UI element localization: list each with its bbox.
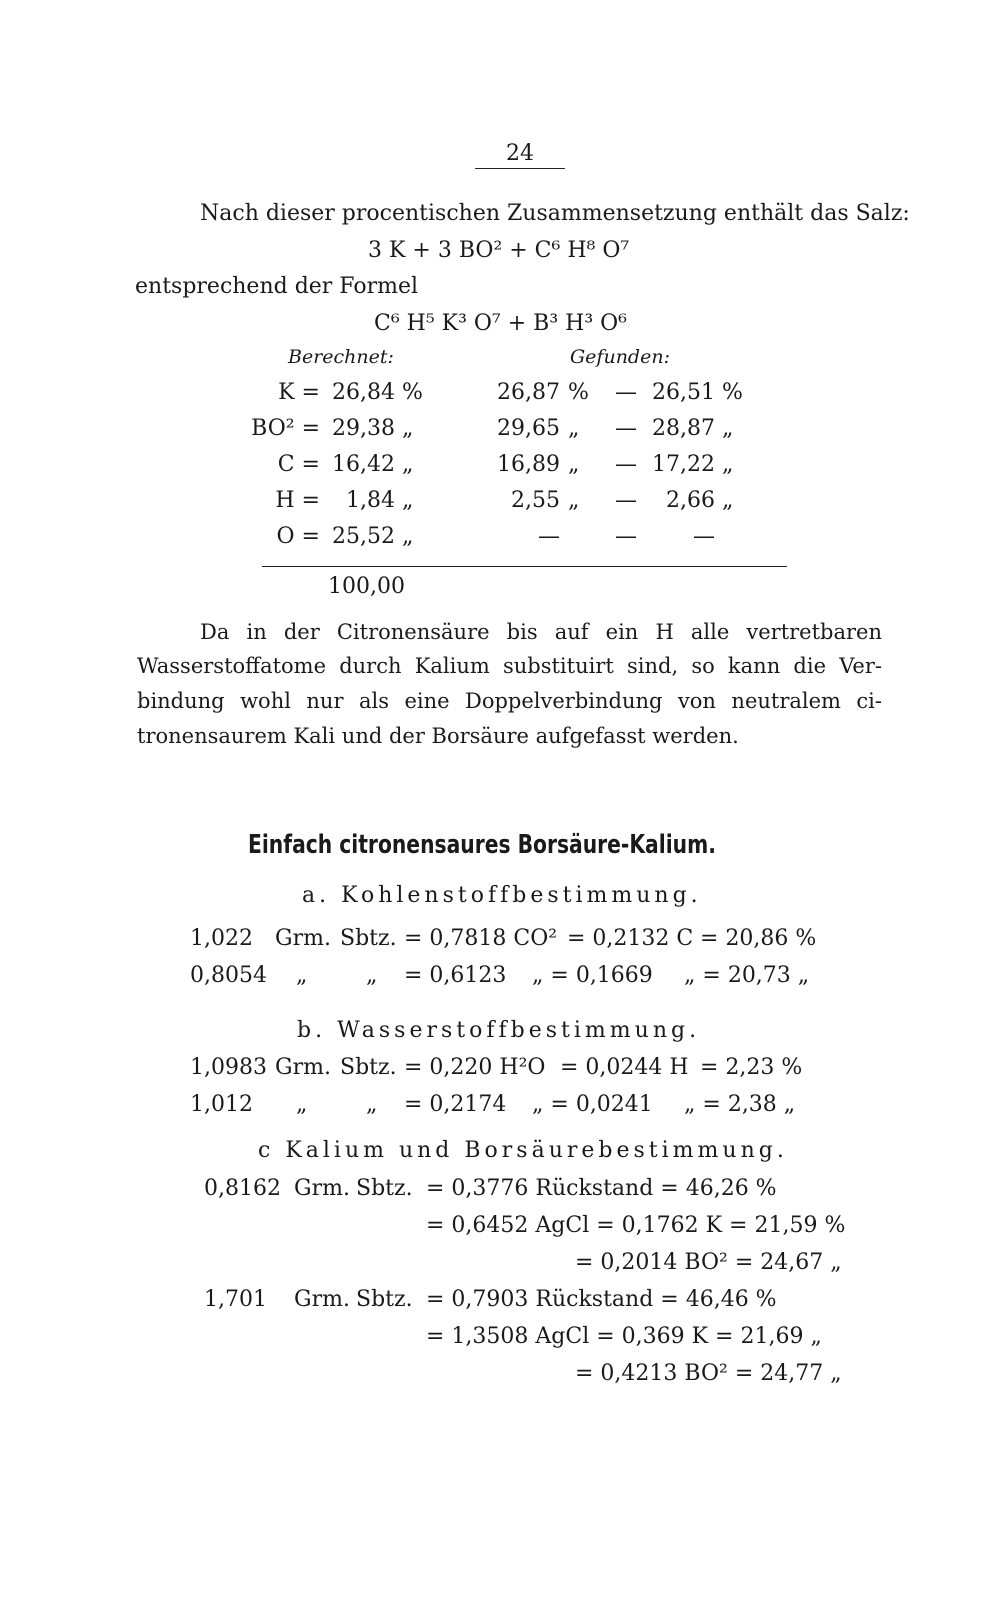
table-found-2-unit: „ bbox=[722, 416, 734, 441]
table-found-1: 16,89 bbox=[497, 452, 560, 477]
section-b-unit: „ bbox=[296, 1092, 308, 1117]
section-b-eq2: = 0,0244 H bbox=[560, 1055, 689, 1080]
total-rule bbox=[262, 566, 787, 567]
section-c-sbtz: Sbtz. bbox=[356, 1176, 413, 1201]
section-c-amount: 0,8162 bbox=[204, 1176, 281, 1201]
section-c-result: = 0,2014 BO² = 24,67 „ bbox=[575, 1250, 842, 1275]
table-found-1: — bbox=[538, 524, 560, 549]
section-heading: Einfach citronensaures Borsäure-Kalium. bbox=[248, 830, 716, 860]
table-calc-unit: „ bbox=[402, 488, 414, 513]
section-c-amount: 1,701 bbox=[204, 1287, 267, 1312]
table-calc-unit: „ bbox=[402, 452, 414, 477]
table-element: K = bbox=[278, 380, 320, 405]
table-found-2: 26,51 bbox=[652, 380, 715, 405]
intro-line-2: entsprechend der Formel bbox=[135, 274, 419, 299]
table-calc-value: 1,84 bbox=[346, 488, 395, 513]
paragraph-line-4: tronensaurem Kali und der Borsäure aufgefasst werden. bbox=[137, 724, 739, 748]
section-a-unit: „ bbox=[296, 963, 308, 988]
section-a-title: a. Kohlenstoffbestimmung. bbox=[302, 883, 702, 908]
section-b-eq3: = 2,23 % bbox=[700, 1055, 803, 1080]
section-b-title: b. Wasserstoffbestimmung. bbox=[297, 1018, 701, 1043]
intro-line-1: Nach dieser procentischen Zusammensetzung enthält das Salz: bbox=[200, 201, 910, 226]
section-a-eq1: = 0,7818 CO² bbox=[404, 926, 558, 951]
section-a-amount: 1,022 bbox=[190, 926, 253, 951]
header-calculated: Berechnet: bbox=[288, 346, 394, 368]
page-number-rule bbox=[475, 168, 565, 169]
paragraph-line-2: Wasserstoffatome durch Kalium substituirt sind, so kann die Ver- bbox=[137, 654, 882, 678]
table-found-1: 26,87 bbox=[497, 380, 560, 405]
table-dash: — bbox=[615, 416, 637, 441]
section-c-result: = 0,3776 Rückstand = 46,26 % bbox=[426, 1176, 777, 1201]
table-dash: — bbox=[615, 380, 637, 405]
section-a-amount: 0,8054 bbox=[190, 963, 267, 988]
formula-salt: 3 K + 3 BO² + C⁶ H⁸ O⁷ bbox=[368, 238, 630, 263]
header-found: Gefunden: bbox=[570, 346, 670, 368]
table-calc-unit: % bbox=[402, 380, 423, 405]
paragraph-line-3: bindung wohl nur als eine Doppelverbindung von neutralem ci- bbox=[137, 689, 882, 713]
table-found-2-unit: % bbox=[722, 380, 743, 405]
section-b-eq1: = 0,220 H²O bbox=[404, 1055, 546, 1080]
table-found-1-unit: „ bbox=[568, 452, 580, 477]
section-a-eq3: = 20,86 % bbox=[700, 926, 817, 951]
section-c-title: c Kalium und Borsäurebestimmung. bbox=[258, 1138, 788, 1163]
formula-structure: C⁶ H⁵ K³ O⁷ + B³ H³ O⁶ bbox=[374, 311, 627, 336]
table-calc-unit: „ bbox=[402, 524, 414, 549]
section-c-unit: Grm. bbox=[294, 1287, 350, 1312]
section-a-eq2: „ = 0,1669 bbox=[532, 963, 653, 988]
table-found-2: 28,87 bbox=[652, 416, 715, 441]
table-found-1-unit: „ bbox=[568, 416, 580, 441]
table-found-1: 2,55 bbox=[511, 488, 560, 513]
table-found-1: 29,65 bbox=[497, 416, 560, 441]
section-c-result: = 1,3508 AgCl = 0,369 K = 21,69 „ bbox=[426, 1324, 822, 1349]
table-total: 100,00 bbox=[328, 574, 405, 599]
section-a-sbtz: Sbtz. bbox=[340, 926, 397, 951]
section-b-eq3: „ = 2,38 „ bbox=[684, 1092, 796, 1117]
section-b-amount: 1,0983 bbox=[190, 1055, 267, 1080]
table-found-2: 2,66 bbox=[666, 488, 715, 513]
table-element: BO² = bbox=[251, 416, 320, 441]
section-c-unit: Grm. bbox=[294, 1176, 350, 1201]
section-c-result: = 0,6452 AgCl = 0,1762 K = 21,59 % bbox=[426, 1213, 846, 1238]
section-c-sbtz: Sbtz. bbox=[356, 1287, 413, 1312]
section-c-result: = 0,4213 BO² = 24,77 „ bbox=[575, 1361, 842, 1386]
table-element: H = bbox=[275, 488, 320, 513]
section-b-unit: Grm. bbox=[275, 1055, 331, 1080]
table-found-2-unit: „ bbox=[722, 488, 734, 513]
section-a-eq2: = 0,2132 C bbox=[567, 926, 694, 951]
table-calc-value: 26,84 bbox=[332, 380, 395, 405]
section-b-sbtz: „ bbox=[366, 1092, 378, 1117]
section-a-unit: Grm. bbox=[275, 926, 331, 951]
section-c-result: = 0,7903 Rückstand = 46,46 % bbox=[426, 1287, 777, 1312]
table-found-1-unit: % bbox=[568, 380, 589, 405]
paragraph-line-1: Da in der Citronensäure bis auf ein H alle vertretbaren bbox=[200, 620, 882, 644]
table-dash: — bbox=[615, 452, 637, 477]
table-found-2: — bbox=[693, 524, 715, 549]
table-dash: — bbox=[615, 488, 637, 513]
table-calc-value: 16,42 bbox=[332, 452, 395, 477]
section-b-sbtz: Sbtz. bbox=[340, 1055, 397, 1080]
section-b-eq1: = 0,2174 bbox=[404, 1092, 507, 1117]
section-a-eq3: „ = 20,73 „ bbox=[684, 963, 810, 988]
table-found-2-unit: „ bbox=[722, 452, 734, 477]
table-calc-value: 25,52 bbox=[332, 524, 395, 549]
table-dash: — bbox=[615, 524, 637, 549]
table-calc-unit: „ bbox=[402, 416, 414, 441]
section-a-sbtz: „ bbox=[366, 963, 378, 988]
table-found-1-unit: „ bbox=[568, 488, 580, 513]
table-calc-value: 29,38 bbox=[332, 416, 395, 441]
table-found-2: 17,22 bbox=[652, 452, 715, 477]
section-b-eq2: „ = 0,0241 bbox=[532, 1092, 653, 1117]
table-element: O = bbox=[276, 524, 320, 549]
table-element: C = bbox=[277, 452, 320, 477]
page-number: 24 bbox=[506, 141, 534, 166]
section-b-amount: 1,012 bbox=[190, 1092, 253, 1117]
section-a-eq1: = 0,6123 bbox=[404, 963, 507, 988]
